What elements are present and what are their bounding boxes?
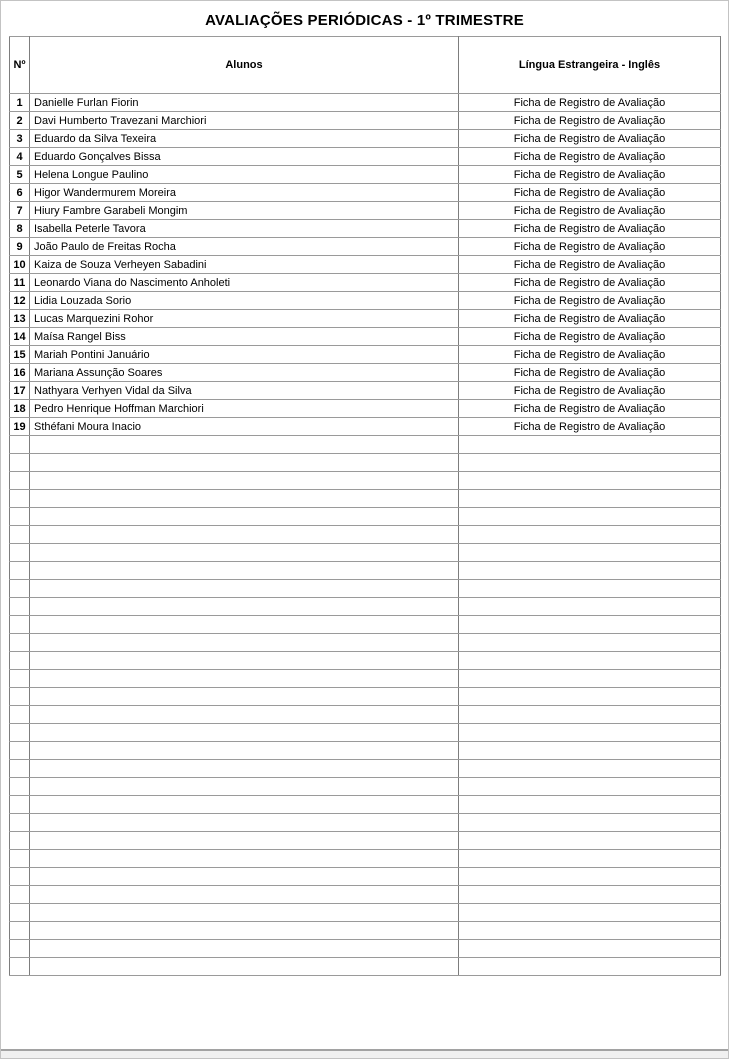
student-name: Mariah Pontini Januário xyxy=(30,346,459,364)
row-number: 14 xyxy=(10,328,30,346)
empty-row xyxy=(10,760,721,778)
row-number: 13 xyxy=(10,310,30,328)
student-name xyxy=(30,706,459,724)
empty-row xyxy=(10,616,721,634)
empty-row xyxy=(10,886,721,904)
row-number: 3 xyxy=(10,130,30,148)
student-name xyxy=(30,472,459,490)
row-number xyxy=(10,436,30,454)
student-row xyxy=(10,112,721,130)
student-name: Eduardo Gonçalves Bissa xyxy=(30,148,459,166)
empty-row xyxy=(10,562,721,580)
student-name xyxy=(30,526,459,544)
student-name xyxy=(30,814,459,832)
student-row xyxy=(10,148,721,166)
student-name xyxy=(30,652,459,670)
evaluation-sheet-label xyxy=(459,958,721,976)
student-name xyxy=(30,886,459,904)
evaluation-sheet-label: Ficha de Registro de Avaliação xyxy=(459,382,721,400)
evaluation-sheet-label: Ficha de Registro de Avaliação xyxy=(459,220,721,238)
empty-row xyxy=(10,796,721,814)
evaluation-sheet-label xyxy=(459,508,721,526)
table-body xyxy=(10,94,721,976)
evaluation-sheet-label xyxy=(459,436,721,454)
student-name: Leonardo Viana do Nascimento Anholeti xyxy=(30,274,459,292)
row-number xyxy=(10,796,30,814)
student-name xyxy=(30,562,459,580)
student-name xyxy=(30,868,459,886)
evaluation-sheet-label xyxy=(459,922,721,940)
evaluation-sheet-label: Ficha de Registro de Avaliação xyxy=(459,346,721,364)
page-title: AVALIAÇÕES PERIÓDICAS - 1º TRIMESTRE xyxy=(205,12,524,29)
empty-row xyxy=(10,940,721,958)
row-number: 11 xyxy=(10,274,30,292)
student-row xyxy=(10,166,721,184)
header-subject-column: Língua Estrangeira - Inglês xyxy=(459,37,721,94)
empty-row xyxy=(10,490,721,508)
row-number: 10 xyxy=(10,256,30,274)
empty-row xyxy=(10,688,721,706)
row-number xyxy=(10,544,30,562)
evaluation-sheet-label xyxy=(459,472,721,490)
empty-row xyxy=(10,508,721,526)
student-name: Maísa Rangel Biss xyxy=(30,328,459,346)
row-number xyxy=(10,958,30,976)
evaluation-sheet-label: Ficha de Registro de Avaliação xyxy=(459,292,721,310)
row-number xyxy=(10,940,30,958)
row-number xyxy=(10,688,30,706)
student-row xyxy=(10,94,721,112)
empty-row xyxy=(10,652,721,670)
student-name xyxy=(30,670,459,688)
evaluation-sheet-label xyxy=(459,940,721,958)
student-row xyxy=(10,418,721,436)
evaluation-sheet-label: Ficha de Registro de Avaliação xyxy=(459,256,721,274)
row-number xyxy=(10,670,30,688)
student-name: Eduardo da Silva Texeira xyxy=(30,130,459,148)
student-name xyxy=(30,904,459,922)
evaluation-sheet-label xyxy=(459,796,721,814)
student-row xyxy=(10,346,721,364)
row-number xyxy=(10,598,30,616)
empty-row xyxy=(10,598,721,616)
student-row xyxy=(10,184,721,202)
row-number: 6 xyxy=(10,184,30,202)
evaluation-sheet-label: Ficha de Registro de Avaliação xyxy=(459,130,721,148)
table-header-row xyxy=(10,37,721,94)
row-number xyxy=(10,706,30,724)
empty-row xyxy=(10,706,721,724)
row-number xyxy=(10,904,30,922)
student-name xyxy=(30,760,459,778)
header-students-column: Alunos xyxy=(30,37,459,94)
student-row xyxy=(10,130,721,148)
row-number: 16 xyxy=(10,364,30,382)
student-row xyxy=(10,238,721,256)
row-number xyxy=(10,472,30,490)
evaluation-table xyxy=(9,36,721,976)
empty-row xyxy=(10,544,721,562)
evaluation-sheet-label xyxy=(459,526,721,544)
evaluation-sheet-label: Ficha de Registro de Avaliação xyxy=(459,94,721,112)
page-bottom-edge xyxy=(1,1049,728,1058)
row-number xyxy=(10,490,30,508)
empty-row xyxy=(10,742,721,760)
student-name xyxy=(30,616,459,634)
student-name xyxy=(30,940,459,958)
student-row xyxy=(10,220,721,238)
student-row xyxy=(10,202,721,220)
evaluation-sheet-label: Ficha de Registro de Avaliação xyxy=(459,418,721,436)
student-name: Isabella Peterle Tavora xyxy=(30,220,459,238)
empty-row xyxy=(10,832,721,850)
student-name xyxy=(30,598,459,616)
empty-row xyxy=(10,454,721,472)
row-number: 17 xyxy=(10,382,30,400)
row-number: 8 xyxy=(10,220,30,238)
row-number xyxy=(10,562,30,580)
evaluation-sheet-label: Ficha de Registro de Avaliação xyxy=(459,274,721,292)
evaluation-sheet-label xyxy=(459,850,721,868)
row-number xyxy=(10,742,30,760)
student-name xyxy=(30,508,459,526)
student-name xyxy=(30,436,459,454)
student-name xyxy=(30,724,459,742)
student-name: Kaiza de Souza Verheyen Sabadini xyxy=(30,256,459,274)
empty-row xyxy=(10,580,721,598)
student-name: Pedro Henrique Hoffman Marchiori xyxy=(30,400,459,418)
row-number: 19 xyxy=(10,418,30,436)
student-name xyxy=(30,580,459,598)
evaluation-sheet-label xyxy=(459,670,721,688)
row-number xyxy=(10,652,30,670)
row-number xyxy=(10,454,30,472)
student-name: Higor Wandermurem Moreira xyxy=(30,184,459,202)
evaluation-sheet-label xyxy=(459,724,721,742)
evaluation-sheet-label xyxy=(459,886,721,904)
empty-row xyxy=(10,850,721,868)
student-name xyxy=(30,958,459,976)
empty-row xyxy=(10,922,721,940)
student-name: Lucas Marquezini Rohor xyxy=(30,310,459,328)
evaluation-sheet-label: Ficha de Registro de Avaliação xyxy=(459,328,721,346)
row-number: 18 xyxy=(10,400,30,418)
student-name xyxy=(30,544,459,562)
evaluation-sheet-label: Ficha de Registro de Avaliação xyxy=(459,310,721,328)
student-name xyxy=(30,832,459,850)
row-number xyxy=(10,616,30,634)
evaluation-sheet-label xyxy=(459,544,721,562)
row-number: 15 xyxy=(10,346,30,364)
empty-row xyxy=(10,436,721,454)
evaluation-sheet-label xyxy=(459,454,721,472)
empty-row xyxy=(10,868,721,886)
row-number: 4 xyxy=(10,148,30,166)
student-name: João Paulo de Freitas Rocha xyxy=(30,238,459,256)
evaluation-sheet-label xyxy=(459,634,721,652)
student-name: Mariana Assunção Soares xyxy=(30,364,459,382)
row-number: 12 xyxy=(10,292,30,310)
row-number xyxy=(10,922,30,940)
student-row xyxy=(10,364,721,382)
student-name: Davi Humberto Travezani Marchiori xyxy=(30,112,459,130)
student-row xyxy=(10,292,721,310)
student-name xyxy=(30,688,459,706)
student-name: Hiury Fambre Garabeli Mongim xyxy=(30,202,459,220)
row-number xyxy=(10,508,30,526)
evaluation-sheet-label xyxy=(459,904,721,922)
student-name xyxy=(30,796,459,814)
student-row xyxy=(10,310,721,328)
evaluation-sheet-label: Ficha de Registro de Avaliação xyxy=(459,166,721,184)
row-number xyxy=(10,868,30,886)
evaluation-sheet-label xyxy=(459,778,721,796)
row-number: 5 xyxy=(10,166,30,184)
row-number xyxy=(10,724,30,742)
evaluation-sheet-label xyxy=(459,562,721,580)
evaluation-sheet-label xyxy=(459,832,721,850)
student-name xyxy=(30,490,459,508)
evaluation-sheet-label xyxy=(459,598,721,616)
row-number xyxy=(10,778,30,796)
student-name: Lidia Louzada Sorio xyxy=(30,292,459,310)
empty-row xyxy=(10,670,721,688)
row-number xyxy=(10,634,30,652)
empty-row xyxy=(10,904,721,922)
evaluation-sheet-label xyxy=(459,580,721,598)
student-name: Helena Longue Paulino xyxy=(30,166,459,184)
student-row xyxy=(10,256,721,274)
evaluation-sheet-label xyxy=(459,688,721,706)
empty-row xyxy=(10,634,721,652)
evaluation-sheet-label xyxy=(459,706,721,724)
student-name xyxy=(30,742,459,760)
student-name: Sthéfani Moura Inacio xyxy=(30,418,459,436)
student-name xyxy=(30,454,459,472)
empty-row xyxy=(10,526,721,544)
student-row xyxy=(10,328,721,346)
empty-row xyxy=(10,778,721,796)
evaluation-sheet-label: Ficha de Registro de Avaliação xyxy=(459,238,721,256)
empty-row xyxy=(10,814,721,832)
evaluation-sheet-label xyxy=(459,868,721,886)
student-name xyxy=(30,922,459,940)
evaluation-sheet-label xyxy=(459,760,721,778)
empty-row xyxy=(10,958,721,976)
student-row xyxy=(10,382,721,400)
student-row xyxy=(10,274,721,292)
evaluation-sheet-label: Ficha de Registro de Avaliação xyxy=(459,148,721,166)
row-number: 9 xyxy=(10,238,30,256)
student-name xyxy=(30,778,459,796)
evaluation-sheet-label: Ficha de Registro de Avaliação xyxy=(459,202,721,220)
student-name: Nathyara Verhyen Vidal da Silva xyxy=(30,382,459,400)
row-number: 2 xyxy=(10,112,30,130)
row-number xyxy=(10,850,30,868)
evaluation-sheet-label xyxy=(459,742,721,760)
evaluation-sheet-label: Ficha de Registro de Avaliação xyxy=(459,364,721,382)
student-row xyxy=(10,400,721,418)
evaluation-sheet-label: Ficha de Registro de Avaliação xyxy=(459,400,721,418)
row-number: 1 xyxy=(10,94,30,112)
row-number xyxy=(10,832,30,850)
student-name xyxy=(30,850,459,868)
evaluation-sheet-label xyxy=(459,490,721,508)
evaluation-sheet-label: Ficha de Registro de Avaliação xyxy=(459,112,721,130)
row-number xyxy=(10,814,30,832)
student-name xyxy=(30,634,459,652)
empty-row xyxy=(10,724,721,742)
evaluation-sheet-label xyxy=(459,814,721,832)
row-number xyxy=(10,580,30,598)
row-number xyxy=(10,760,30,778)
header-number-column: Nº xyxy=(10,37,30,94)
row-number xyxy=(10,886,30,904)
evaluation-sheet-label: Ficha de Registro de Avaliação xyxy=(459,184,721,202)
empty-row xyxy=(10,472,721,490)
row-number xyxy=(10,526,30,544)
evaluation-sheet-label xyxy=(459,616,721,634)
student-name: Danielle Furlan Fiorin xyxy=(30,94,459,112)
row-number: 7 xyxy=(10,202,30,220)
evaluation-sheet-label xyxy=(459,652,721,670)
